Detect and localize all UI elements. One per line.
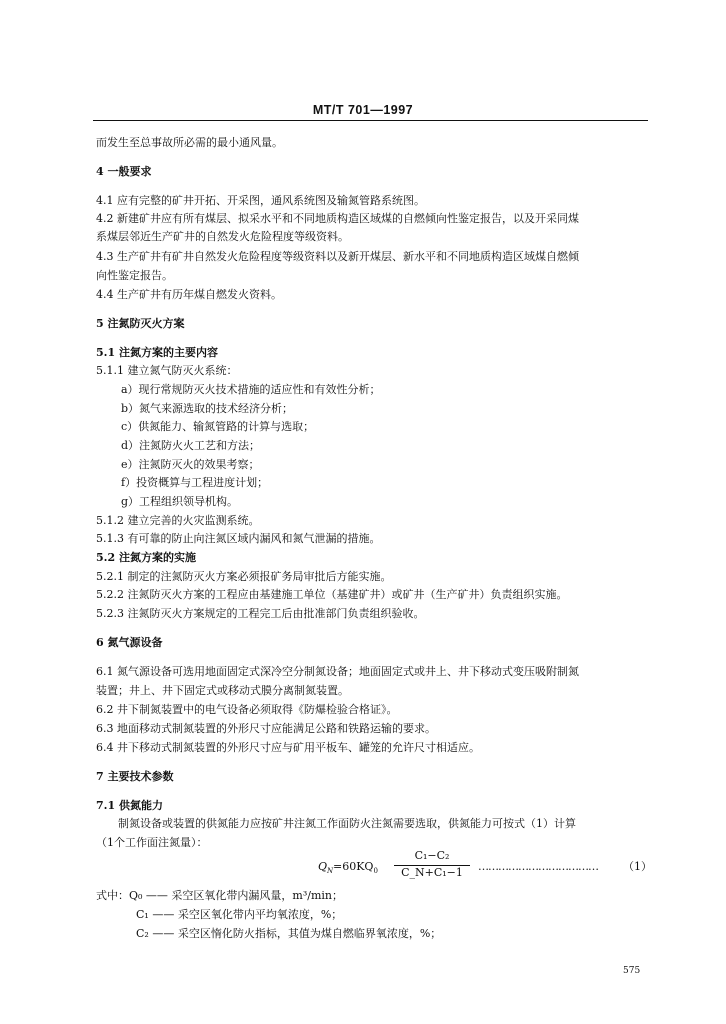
text-line: 而发生至总事故所必需的最小通风量。 [96,136,283,149]
text-line: （1个工作面注氮量）： [96,836,208,849]
standard-header: MT/T 701—1997 [312,103,414,117]
clause-4-1: 4.1 应有完整的矿井开拓、开采图，通风系统图及输氮管路系统图。 [96,194,425,207]
fraction-denominator: C_N+C₁−1 [401,866,463,879]
list-item: b）氮气来源选取的技术经济分析； [121,402,294,415]
fraction-numerator: C₁−C₂ [414,849,450,862]
section-heading: 7 主要技术参数 [96,770,174,783]
list-item: a）现行常规防灭火技术措施的适应性和有效性分析； [121,383,381,396]
header-rule [93,120,648,121]
subsection-heading: 5.1 注氮方案的主要内容 [96,346,218,359]
page-number: 575 [623,966,641,976]
clause-4-3: 4.3 生产矿井有矿井自然发火危险程度等级资料以及新开煤层、新水平和不同地质构造区域煤自燃倾 [96,250,579,263]
clause-5-2-2: 5.2.2 注氮防灭火方案的工程应由基建施工单位（基建矿井）或矿井（生产矿井）负责组织实施。 [96,588,568,601]
equation-lhs: $Q_N$ [318,860,334,876]
list-item: g）工程组织领导机构。 [121,495,239,508]
list-item: c）供氮能力、输氮管路的计算与选取； [121,420,315,433]
clause-6-1: 6.1 氮气源设备可选用地面固定式深冷空分制氮设备；地面固定式或井上、井下移动式变压吸附制氮 [96,665,579,678]
text-line: 系煤层邻近生产矿井的自然发火危险程度等级资料。 [96,230,349,243]
list-item: f）投资概算与工程进度计划； [121,476,269,489]
text-line: 制氮设备或装置的供氮能力应按矿井注氮工作面防火注氮需要选取，供氮能力可按式（1）计算 [118,817,576,830]
equation-1 [318,850,658,886]
clause-4-2: 4.2 新建矿井应有所有煤层、拟采水平和不同地质构造区域煤的自燃倾向性鉴定报告，以及开采同煤 [96,212,579,225]
clause-5-1-2: 5.1.2 建立完善的火灾监测系统。 [96,514,260,527]
text-line: 向性鉴定报告。 [96,269,173,282]
clause-6-2: 6.2 井下制氮装置中的电气设备必须取得《防爆检验合格证》。 [96,703,398,716]
leader-dots: ……………………………… [478,860,598,873]
clause-6-3: 6.3 地面移动式制氮装置的外形尺寸应能满足公路和铁路运输的要求。 [96,722,436,735]
equation-rhs-coefficient: $=60KQ_0$ [333,860,378,876]
equation-fraction [394,850,470,878]
symbol-definition: C₁ —— 采空区氧化带内平均氧浓度，%； [136,908,343,921]
list-item: d）注氮防火火工艺和方法； [121,439,261,452]
symbol-definition: C₂ —— 采空区惰化防火指标，其值为煤自燃临界氧浓度，%； [136,927,442,940]
section-heading: 6 氮气源设备 [96,636,163,649]
symbol-definition: 式中：Q₀ —— 采空区氧化带内漏风量，m³/min； [96,889,343,902]
subsection-heading: 5.2 注氮方案的实施 [96,551,196,564]
clause-5-1-1: 5.1.1 建立氮气防灭火系统： [96,364,238,377]
clause-6-4: 6.4 井下移动式制氮装置的外形尺寸应与矿用平板车、罐笼的允许尺寸相适应。 [96,741,480,754]
clause-5-2-1: 5.2.1 制定的注氮防灭火方案必须报矿务局审批后方能实施。 [96,570,392,583]
text-line: 装置；井上、井下固定式或移动式膜分离制氮装置。 [96,684,349,697]
list-item: e）注氮防灭火的效果考察； [121,458,260,471]
clause-4-4: 4.4 生产矿井有历年煤自燃发火资料。 [96,288,282,301]
section-heading: 4 一般要求 [96,165,152,178]
equation-number: （1） [623,860,652,873]
section-heading: 5 注氮防灭火方案 [96,317,185,330]
clause-5-1-3: 5.1.3 有可靠的防止向注氮区域内漏风和氮气泄漏的措施。 [96,532,381,545]
clause-5-2-3: 5.2.3 注氮防灭火方案规定的工程完工后由批准部门负责组织验收。 [96,607,425,620]
subsection-heading: 7.1 供氮能力 [96,799,163,812]
